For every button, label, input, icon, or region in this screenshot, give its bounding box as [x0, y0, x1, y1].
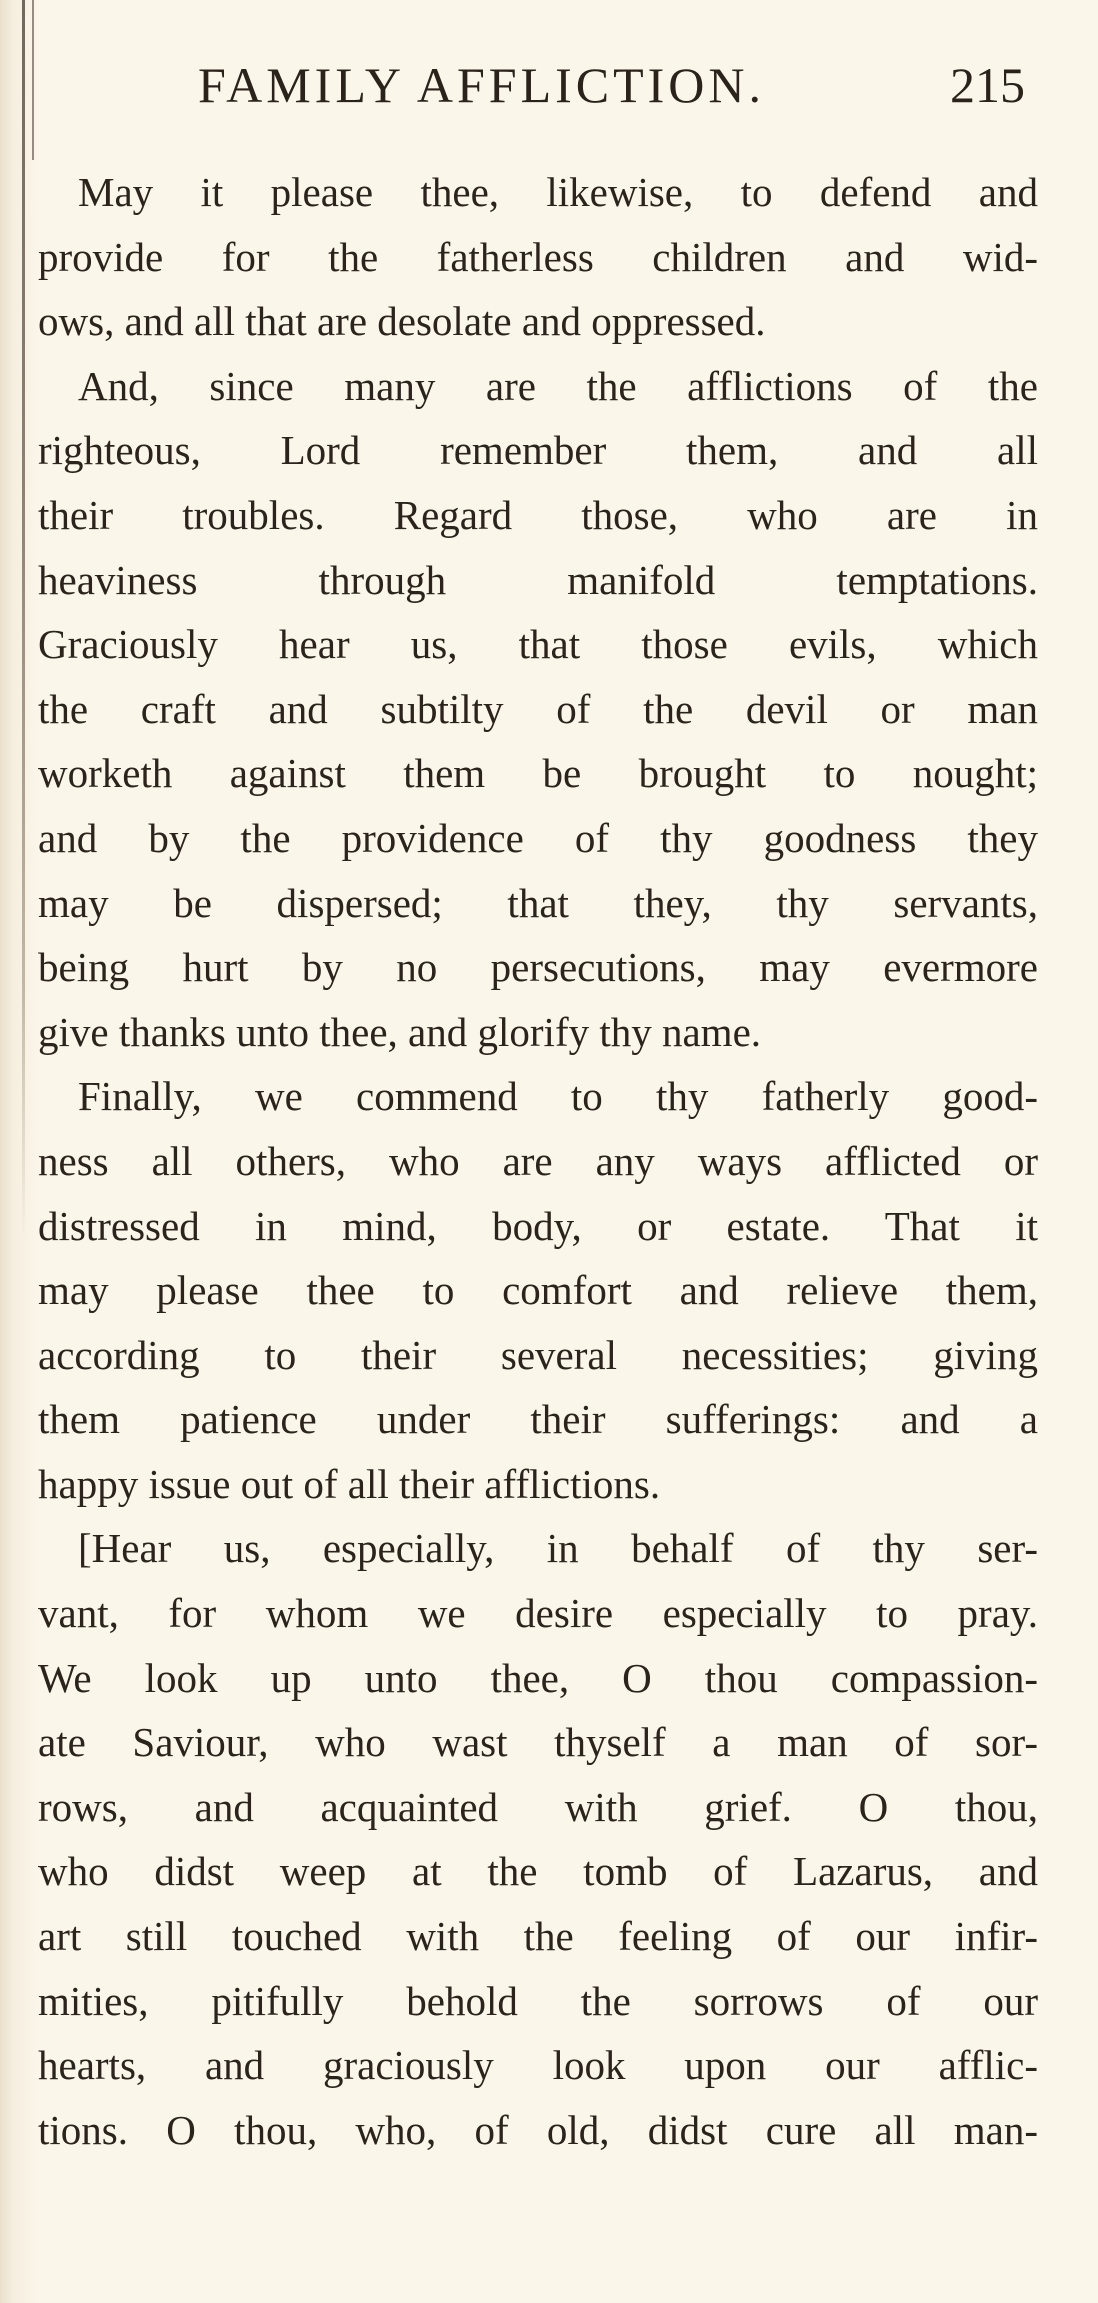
text-line: mities, pitifully behold the sorrows of our: [38, 1977, 1038, 2024]
text-line: may be dispersed; that they, thy servants,: [38, 879, 1038, 926]
text-line: [Hear us, especially, in behalf of thy ser-: [78, 1525, 1038, 1572]
text-line: distressed in mind, body, or estate. That it: [38, 1202, 1038, 1249]
text-line: give thanks unto thee, and glorify thy name.: [38, 1008, 762, 1055]
text-line: art still touched with the feeling of our infir-: [38, 1913, 1038, 1960]
text-line: ows, and all that are desolate and oppressed.: [38, 298, 766, 345]
text-line: and by the providence of thy goodness they: [38, 814, 1038, 861]
text-line: righteous, Lord remember them, and all: [38, 427, 1038, 474]
text-line: hearts, and graciously look upon our afflic-: [38, 2042, 1038, 2089]
text-line: Finally, we commend to thy fatherly good-: [78, 1073, 1038, 1120]
page-gutter-shadow: [22, 0, 25, 1240]
text-line: We look up unto thee, O thou compassion-: [38, 1654, 1038, 1701]
page-header: [0, 56, 1098, 116]
text-line: heaviness through manifold temptations.: [38, 556, 1038, 603]
text-line: worketh against them be brought to nought;: [38, 750, 1038, 797]
text-line: them patience under their sufferings: and a: [38, 1396, 1038, 1443]
text-line: ness all others, who are any ways afflicted or: [38, 1137, 1038, 1184]
text-line: tions. O thou, who, of old, didst cure all man-: [38, 2106, 1038, 2153]
text-line: happy issue out of all their afflictions.: [38, 1460, 661, 1507]
text-line: ate Saviour, who wast thyself a man of sor-: [38, 1719, 1038, 1766]
text-line: vant, for whom we desire especially to pray.: [38, 1590, 1038, 1637]
text-line: who didst weep at the tomb of Lazarus, and: [38, 1848, 1038, 1895]
text-line: the craft and subtilty of the devil or man: [38, 685, 1038, 732]
text-line: may please thee to comfort and relieve them,: [38, 1267, 1038, 1314]
text-line: And, since many are the afflictions of the: [78, 362, 1038, 409]
text-line: their troubles. Regard those, who are in: [38, 491, 1038, 538]
text-line: Graciously hear us, that those evils, which: [38, 621, 1038, 668]
text-line: being hurt by no persecutions, may evermore: [38, 944, 1038, 991]
text-line: provide for the fatherless children and wid-: [38, 233, 1038, 280]
body-text: [38, 160, 1038, 2162]
text-line: according to their several necessities; giving: [38, 1331, 1038, 1378]
running-head: FAMILY AFFLICTION.: [198, 57, 766, 113]
text-line: rows, and acquainted with grief. O thou,: [38, 1783, 1038, 1830]
text-line: May it please thee, likewise, to defend and: [78, 169, 1038, 215]
page-number: 215: [950, 57, 1025, 113]
